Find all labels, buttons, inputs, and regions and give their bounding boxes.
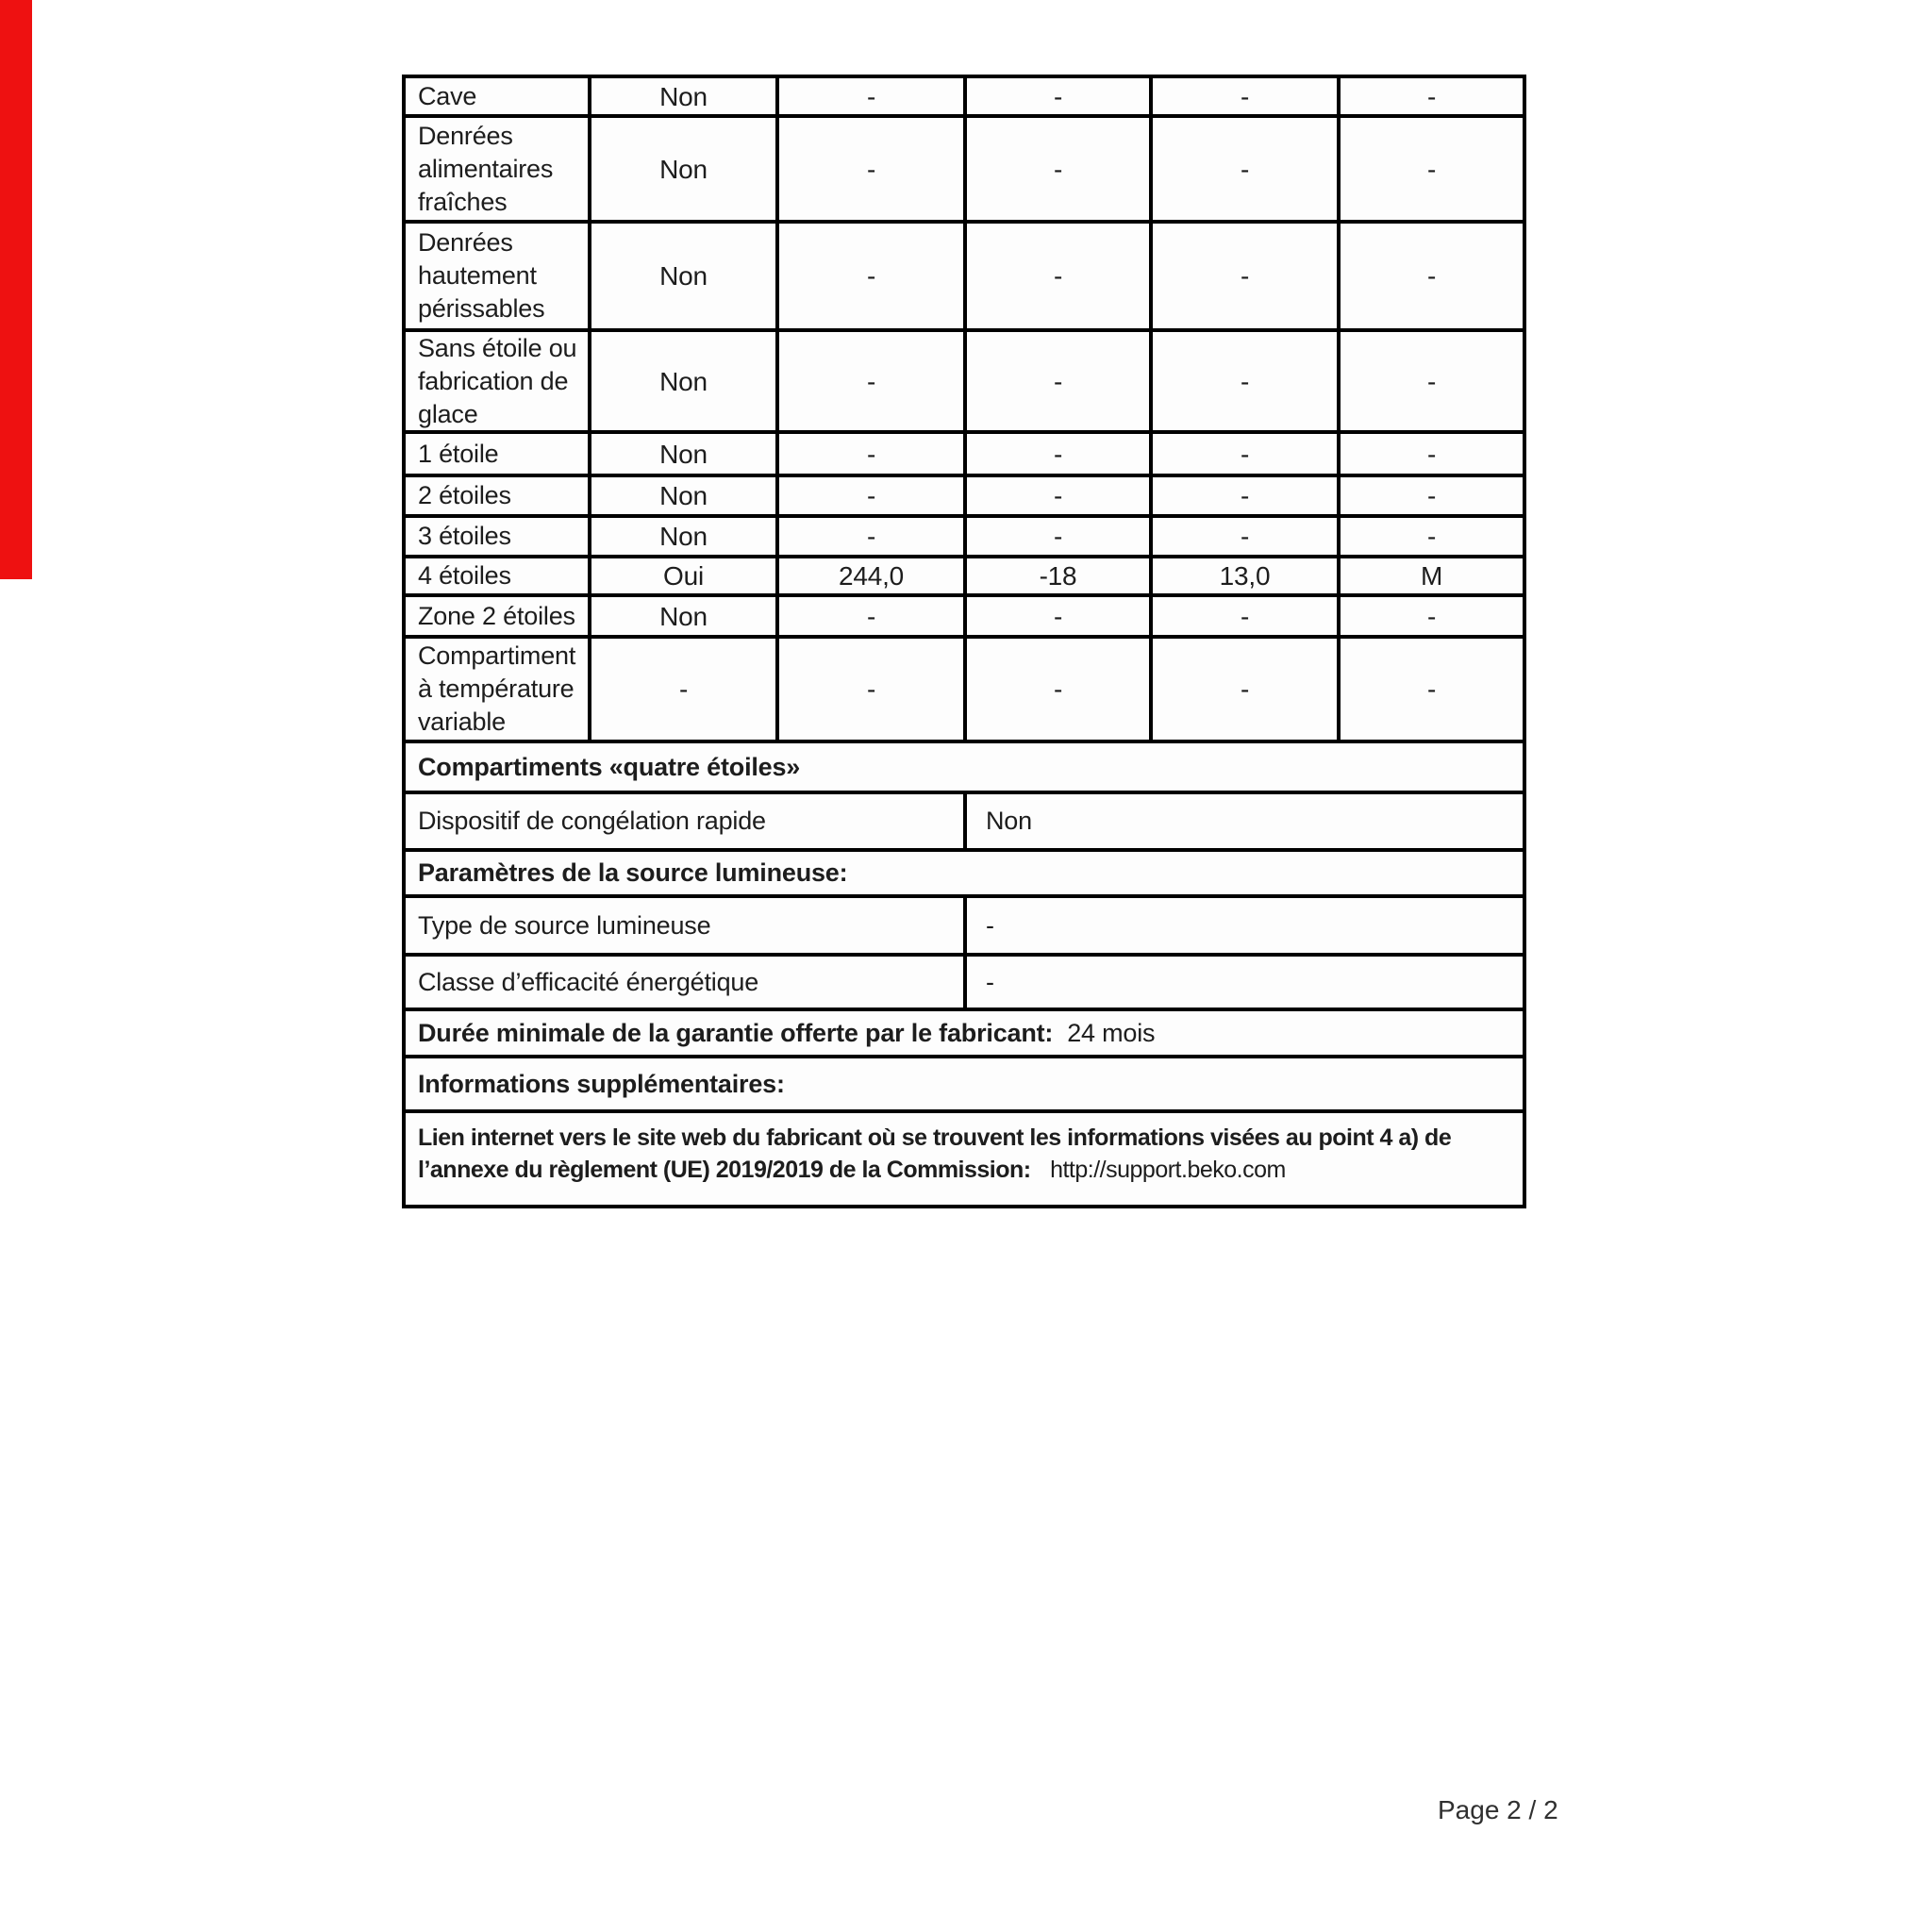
row-label-variable-temperature: Compartiment à température variable — [406, 639, 591, 743]
value-cell: Non — [591, 434, 779, 477]
value-cell: Non — [591, 597, 779, 639]
warranty-value: 24 mois — [1067, 1018, 1156, 1047]
value-cell: Non — [591, 518, 779, 558]
value-cell: - — [1153, 639, 1341, 743]
row-label-highly-perishable: Denrées hautement périssables — [406, 224, 591, 332]
row-warranty — [406, 1011, 1526, 1058]
value-cell: - — [779, 477, 967, 518]
value-cell: - — [1341, 118, 1526, 224]
value-cell: - — [779, 518, 967, 558]
value-cell: 13,0 — [1153, 558, 1341, 597]
value-cell: Non — [591, 332, 779, 434]
value-cell: - — [1341, 224, 1526, 332]
section-header-additional-info: Informations supplémentaires: — [406, 1058, 1526, 1113]
value-cell: - — [967, 597, 1153, 639]
value-cell: - — [1341, 434, 1526, 477]
value-cell: - — [967, 118, 1153, 224]
row-label-fresh-food: Denrées alimentaires fraîches — [406, 118, 591, 224]
value-energy-class: - — [967, 957, 1526, 1011]
value-cell: - — [1341, 639, 1526, 743]
value-cell: Non — [591, 224, 779, 332]
value-cell: - — [1153, 434, 1341, 477]
value-cell: - — [779, 224, 967, 332]
section-header-four-star-compartments: Compartiments «quatre étoiles» — [406, 743, 1526, 794]
value-cell: - — [1153, 78, 1341, 118]
value-cell: M — [1341, 558, 1526, 597]
row-label-cave: Cave — [406, 78, 591, 118]
red-edge-artifact — [0, 0, 32, 579]
value-cell: Non — [591, 118, 779, 224]
value-cell: - — [779, 78, 967, 118]
value-cell: Oui — [591, 558, 779, 597]
row-label-energy-class: Classe d’efficacité énergétique — [406, 957, 967, 1011]
value-cell: - — [1153, 118, 1341, 224]
row-label-fast-freeze: Dispositif de congélation rapide — [406, 794, 967, 852]
value-cell: - — [1341, 332, 1526, 434]
value-cell: - — [967, 332, 1153, 434]
row-label-3-stars: 3 étoiles — [406, 518, 591, 558]
value-fast-freeze: Non — [967, 794, 1526, 852]
value-cell: - — [779, 118, 967, 224]
row-label-light-source-type: Type de source lumineuse — [406, 898, 967, 957]
value-cell: -18 — [967, 558, 1153, 597]
value-cell: - — [967, 78, 1153, 118]
row-manufacturer-link — [406, 1113, 1526, 1208]
value-cell: - — [779, 597, 967, 639]
value-cell: - — [967, 224, 1153, 332]
value-cell: - — [1341, 477, 1526, 518]
row-label-1-star: 1 étoile — [406, 434, 591, 477]
manufacturer-link-url: http://support.beko.com — [1050, 1157, 1286, 1183]
value-cell: - — [591, 639, 779, 743]
value-cell: Non — [591, 477, 779, 518]
value-cell: - — [1153, 518, 1341, 558]
row-label-no-star: Sans étoile ou fabrication de glace — [406, 332, 591, 434]
value-cell: - — [967, 639, 1153, 743]
value-cell: - — [967, 518, 1153, 558]
value-cell: - — [1341, 78, 1526, 118]
value-cell: - — [967, 477, 1153, 518]
value-cell: - — [1153, 224, 1341, 332]
value-cell: - — [1153, 477, 1341, 518]
value-cell: - — [1153, 597, 1341, 639]
value-cell: - — [779, 639, 967, 743]
manufacturer-link-label: Lien internet vers le site web du fabricant où se trouvent les informations visées au point 4 a) de l’annexe du règlement (UE) 2019/2019 de la Commission: — [418, 1124, 1452, 1183]
value-cell: - — [1341, 597, 1526, 639]
value-cell: 244,0 — [779, 558, 967, 597]
value-cell: - — [779, 434, 967, 477]
page-number-label: Page 2 / 2 — [1438, 1795, 1558, 1824]
value-cell: - — [1153, 332, 1341, 434]
value-cell: - — [779, 332, 967, 434]
warranty-label: Durée minimale de la garantie offerte par le fabricant: — [418, 1018, 1054, 1047]
value-cell: - — [967, 434, 1153, 477]
row-label-4-stars: 4 étoiles — [406, 558, 591, 597]
value-light-source-type: - — [967, 898, 1526, 957]
value-cell: - — [1341, 518, 1526, 558]
row-label-2-star-zone: Zone 2 étoiles — [406, 597, 591, 639]
section-header-light-source: Paramètres de la source lumineuse: — [406, 852, 1526, 898]
row-label-2-stars: 2 étoiles — [406, 477, 591, 518]
product-information-table — [402, 75, 1526, 1208]
value-cell: Non — [591, 78, 779, 118]
